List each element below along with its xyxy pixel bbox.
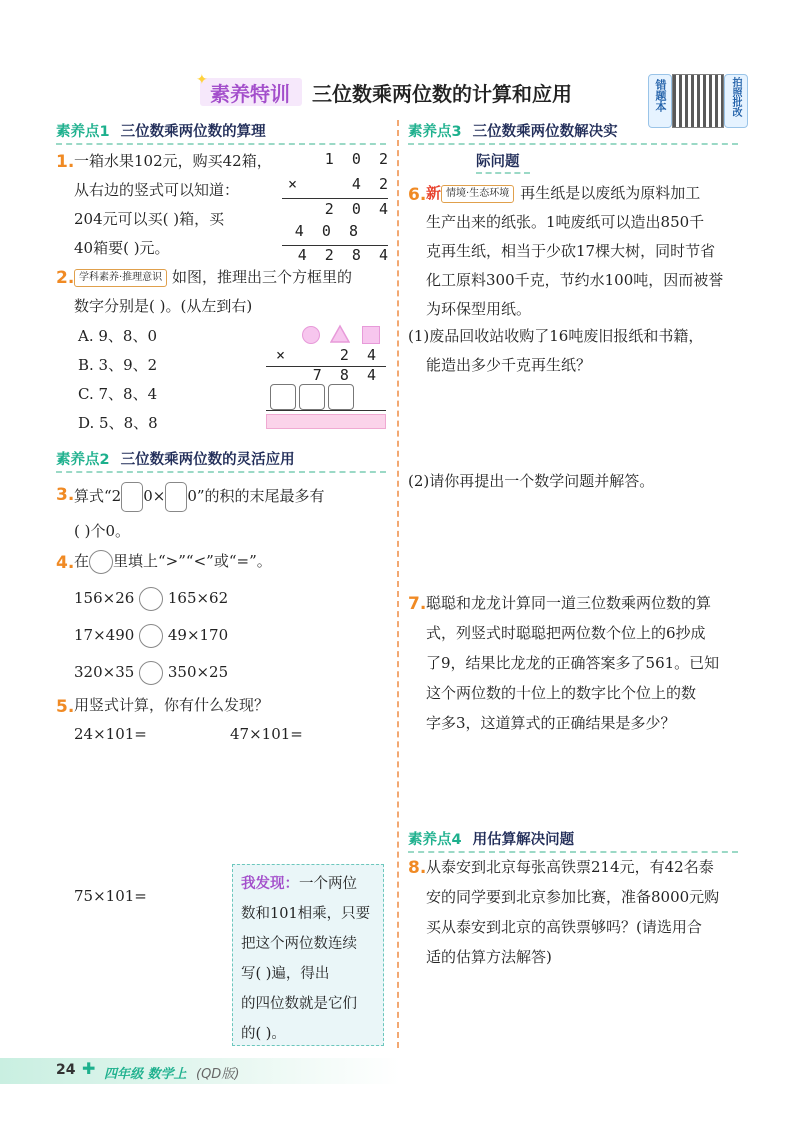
q2-option[interactable]: B. 3、9、2 bbox=[78, 356, 158, 374]
q3-number: 3. bbox=[56, 485, 75, 505]
book-name: 四年级 数学上 bbox=[104, 1067, 187, 1082]
q1-calc-op: × bbox=[288, 175, 298, 193]
q2-option[interactable]: C. 7、8、4 bbox=[78, 385, 158, 403]
q6-part-1 bbox=[408, 322, 748, 380]
q5-discover-line: 的( )。 bbox=[241, 1026, 286, 1042]
q1-line: 40箱要( )元。 bbox=[74, 239, 170, 257]
section-1-tag: 素养点1 bbox=[56, 124, 110, 140]
q3-answer-box[interactable] bbox=[165, 482, 187, 512]
q1-vertical-calc bbox=[282, 150, 388, 265]
q8-line: 安的同学要到北京参加比赛，准备8000元购 bbox=[426, 888, 720, 906]
section-2-underline bbox=[56, 471, 386, 473]
mistake-book-tag bbox=[648, 74, 672, 128]
q2-line1: 如图，推理出三个方框里的 bbox=[171, 268, 352, 286]
section-2-tag: 素养点2 bbox=[56, 452, 110, 468]
q2-calc-row2: 2 4 bbox=[339, 346, 376, 364]
q1-line: 一箱水果102元，购买42箱， bbox=[74, 152, 272, 170]
photo-correct-tag bbox=[724, 74, 748, 128]
q3-text-part: 算式“2 bbox=[74, 487, 122, 505]
section-1-heading bbox=[56, 120, 266, 141]
q4-compare-circle bbox=[89, 550, 113, 574]
column-divider bbox=[397, 120, 399, 1048]
q7-line: 聪聪和龙龙计算同一道三位数乘两位数的算 bbox=[426, 594, 712, 612]
section-4-tag: 素养点4 bbox=[408, 832, 462, 848]
q5-discover-line: 写( )遍，得出 bbox=[241, 966, 330, 982]
q6-p1-line: 能造出多少千克再生纸？ bbox=[426, 356, 592, 374]
q8-text bbox=[426, 852, 752, 972]
q7-line: 字多3，这道算式的正确结果是多少？ bbox=[426, 714, 676, 732]
q2-answer-box[interactable] bbox=[328, 384, 354, 410]
q1-number: 1. bbox=[56, 152, 75, 172]
q6-part-2: (2)请你再提出一个数学问题并解答。 bbox=[408, 472, 655, 490]
q3-text-part: 0× bbox=[143, 487, 166, 505]
q6-badge: 情境·生态环境 bbox=[441, 185, 514, 203]
q6-line: 生产出来的纸张。1吨废纸可以造出850千 bbox=[426, 213, 705, 231]
q1-calc-row2: 4 2 bbox=[351, 175, 388, 193]
header-label: 素养特训 bbox=[210, 82, 290, 106]
book-edition: (QD版) bbox=[196, 1067, 240, 1082]
q2-line2: 数字分别是( )。(从左到右) bbox=[74, 297, 253, 315]
q5-discover-box bbox=[232, 864, 384, 1046]
q1-calc-row5: 4 2 8 4 bbox=[297, 246, 388, 264]
qr-code-icon[interactable] bbox=[672, 74, 724, 128]
sparkle-icon: ✦ bbox=[196, 72, 208, 88]
q5-text: 用竖式计算，你有什么发现？ bbox=[74, 696, 270, 714]
q1-calc-row4: 4 0 8 bbox=[294, 222, 358, 240]
q4-right: 49×170 bbox=[167, 626, 229, 644]
q3-answer-box[interactable] bbox=[121, 482, 143, 512]
q4-items bbox=[74, 584, 314, 695]
page-title: 三位数乘两位数的计算和应用 bbox=[312, 82, 572, 106]
q3-text-part: 0”的积的末尾最多有 bbox=[187, 487, 325, 505]
q1-text bbox=[74, 147, 284, 263]
circle-shape-icon bbox=[302, 326, 320, 344]
q7-line: 了9，结果比龙龙的正确答案多了561。已知 bbox=[426, 654, 720, 672]
q2-vertical-calc bbox=[266, 322, 386, 432]
q7-text bbox=[426, 588, 752, 738]
section-4-title: 用估算解决问题 bbox=[472, 832, 575, 848]
section-2-heading bbox=[56, 448, 295, 469]
q6-line: 为环保型用纸。 bbox=[426, 300, 532, 318]
q8-line: 适的估算方法解答) bbox=[426, 948, 552, 966]
q2-number: 2. bbox=[56, 268, 75, 288]
q1-calc-row3: 2 0 4 bbox=[324, 200, 388, 218]
book-logo-icon: ✚ bbox=[82, 1059, 96, 1078]
q4-left: 156×26 bbox=[74, 589, 135, 607]
q2-option[interactable]: A. 9、8、0 bbox=[78, 327, 157, 345]
q4-compare-circle[interactable] bbox=[139, 661, 163, 685]
q6-text bbox=[426, 179, 746, 324]
q5-expr-1: 24×101= bbox=[74, 725, 147, 743]
section-3-tag: 素养点3 bbox=[408, 124, 462, 140]
q6-line: 化工原料300千克，节约水100吨，因而被誉 bbox=[426, 271, 724, 289]
q6-line: 克再生纸，相当于少砍17棵大树，同时节省 bbox=[426, 242, 716, 260]
side-left-text: 错题本 bbox=[654, 79, 667, 112]
q1-line: 从右边的竖式可以知道： bbox=[74, 181, 240, 199]
section-4-heading bbox=[408, 828, 574, 849]
q8-number: 8. bbox=[408, 858, 427, 878]
footer-bar bbox=[0, 1058, 400, 1084]
section-3-title: 三位数乘两位数解决实 bbox=[472, 124, 618, 140]
section-3-heading bbox=[408, 120, 618, 141]
q4-compare-circle[interactable] bbox=[139, 587, 163, 611]
q4-right: 350×25 bbox=[167, 663, 229, 681]
q6-line: 再生纸是以废纸为原料加工 bbox=[520, 184, 701, 202]
q7-line: 这个两位数的十位上的数字比个位上的数 bbox=[426, 684, 697, 702]
q5-discover-line: 数和101相乘，只要 bbox=[241, 906, 371, 922]
q1-line: 204元可以买( )箱，买 bbox=[74, 210, 225, 228]
q2-calc-op: × bbox=[276, 346, 286, 364]
q4-left: 17×490 bbox=[74, 626, 135, 644]
page-number: 24 bbox=[56, 1062, 76, 1078]
q5-expr-2: 47×101= bbox=[230, 725, 303, 743]
section-3-underline bbox=[408, 143, 738, 145]
section-3-underline bbox=[476, 172, 530, 174]
q1-calc-row1: 1 0 2 bbox=[324, 150, 388, 168]
q4-text bbox=[74, 547, 394, 576]
q7-number: 7. bbox=[408, 594, 427, 614]
q2-calc-line bbox=[266, 410, 386, 411]
q4-text-part: 在 bbox=[74, 552, 90, 570]
new-badge: 新 bbox=[426, 184, 442, 202]
q4-right: 165×62 bbox=[167, 589, 229, 607]
q1-calc-line bbox=[282, 198, 388, 199]
q2-option[interactable]: D. 5、8、8 bbox=[78, 414, 158, 432]
q2-badge: 学科素养·推理意识 bbox=[74, 269, 167, 287]
q5-discover-label: 我发现： bbox=[241, 876, 299, 892]
q8-line: 买从泰安到北京的高铁票够吗？(请选用合 bbox=[426, 918, 702, 936]
q2-calc-row3: 7 8 4 bbox=[312, 366, 376, 384]
q8-line: 从泰安到北京每张高铁票214元，有42名泰 bbox=[426, 858, 714, 876]
q4-number: 4. bbox=[56, 553, 75, 573]
triangle-shape-icon bbox=[330, 324, 350, 344]
q5-discover-line: 一个两位 bbox=[299, 876, 357, 892]
q5-expr-3: 75×101= bbox=[74, 887, 147, 905]
q2-result-bar bbox=[266, 414, 386, 429]
header-bar bbox=[196, 72, 610, 110]
q7-line: 式，列竖式时聪聪把两位数个位上的6抄成 bbox=[426, 624, 706, 642]
square-shape-icon bbox=[362, 326, 380, 344]
q5-number: 5. bbox=[56, 697, 75, 717]
q6-number: 6. bbox=[408, 185, 427, 205]
q3-line2: ( )个0。 bbox=[74, 522, 131, 540]
q6-p1-line: (1)废品回收站收购了16吨废旧报纸和书籍， bbox=[408, 327, 704, 345]
side-right-text: 拍照批改 bbox=[730, 77, 741, 117]
q2-answer-box[interactable] bbox=[299, 384, 325, 410]
section-1-title: 三位数乘两位数的算理 bbox=[120, 124, 266, 140]
q4-text-part: 里填上“>”“<”或“=”。 bbox=[113, 552, 272, 570]
q3-text bbox=[74, 479, 394, 546]
q2-options bbox=[78, 322, 228, 438]
section-1-underline bbox=[56, 143, 386, 145]
q2-answer-box[interactable] bbox=[270, 384, 296, 410]
section-2-title: 三位数乘两位数的灵活应用 bbox=[120, 452, 295, 468]
q4-left: 320×35 bbox=[74, 663, 135, 681]
q5-discover-text bbox=[233, 865, 383, 1049]
section-3-title-line2: 际问题 bbox=[476, 154, 520, 170]
q5-discover-line: 把这个两位数连续 bbox=[241, 936, 357, 952]
q4-compare-circle[interactable] bbox=[139, 624, 163, 648]
q2-text bbox=[74, 263, 394, 321]
q5-discover-line: 的四位数就是它们 bbox=[241, 996, 357, 1012]
